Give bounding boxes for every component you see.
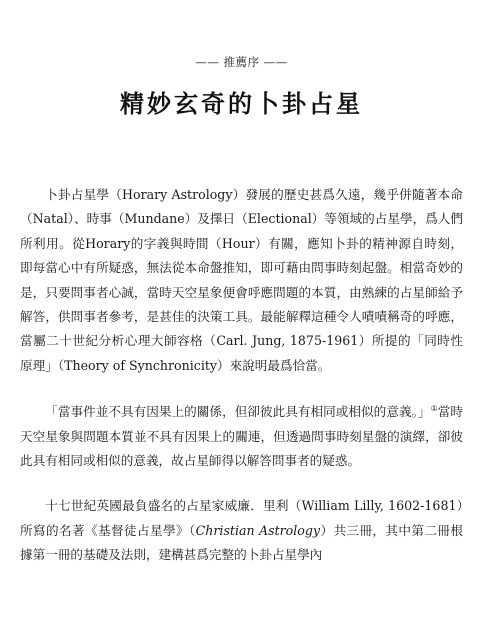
paragraph-1-text: 卜卦占星學（Horary Astrology）發展的歷史甚爲久遠，幾乎併隨著本命（Natal）、時事（Mundane）及擇日（Electional）等領域的占星學，爲人們所利用。從Horary的字義與時間（Hour）有關，應知卜卦的精神源自時刻，即每當心中有所疑惑，無法從本命盤推知，即可藉由問事時刻起盤。相當奇妙的是，只要問事者心誠，當時天空星象便會呼應問題的本質，由熟練的占星師給予解答，供問事者參考，是甚佳的決策工具。最能解釋這種令人嘖嘖稱奇的呼應，當屬二十世紀分析心理大師容格（Carl. Jung, 1875-1961）所提的「同時性原理」（Theory of Synchronicity）來說明最爲恰當。 <box>20 187 463 373</box>
paragraph-3-text-a: 十七世紀英國最負盛名的占星家威廉．里利（William Lilly, 1602-1681）所寫的名著《基督徒占星學》（ <box>20 498 463 538</box>
footnote-marker[interactable]: ① <box>430 404 438 414</box>
paragraph-2-quote: 「當事件並不具有因果上的關係，但卻彼此具有相同或相似的意義。」 <box>45 404 431 420</box>
section-label: —— 推薦序 —— <box>195 55 288 69</box>
paragraph-spacer <box>20 473 463 494</box>
paragraph-spacer <box>20 378 463 400</box>
paragraph-2-text: 當時天空星象與問題本質並不具有因果上的關連，但透過問事時刻星盤的演繹，卻彼此具有相同或相似的意義，故占星師得以解答問事者的疑惑。 <box>20 404 464 469</box>
body-text <box>20 183 463 568</box>
paragraph-3-text-b: ）共三冊，其中第二冊根據第一冊的基礎及法則，建構甚爲完整的卜卦占星學內 <box>20 522 464 563</box>
paragraph-3 <box>20 494 463 567</box>
paragraph-1 <box>20 183 463 378</box>
page-title: 精妙玄奇的卜卦占星 <box>120 89 363 118</box>
book-title-italic: Christian Astrology <box>195 522 321 538</box>
paragraph-2 <box>20 400 463 473</box>
